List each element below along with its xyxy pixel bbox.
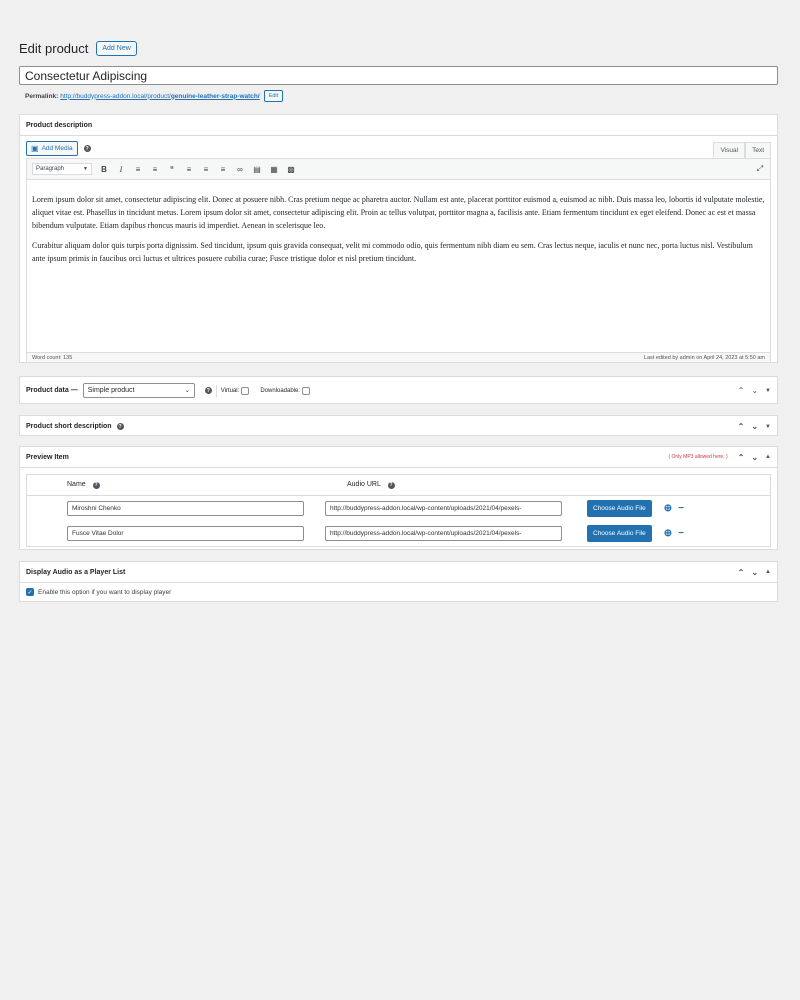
choose-audio-button[interactable]: Choose Audio File <box>587 525 652 542</box>
downloadable-option[interactable]: Downloadable: <box>260 387 310 395</box>
toggle-panel-icon[interactable]: ▼ <box>765 423 771 430</box>
postbox-title: Display Audio as a Player List <box>26 568 126 576</box>
table-row <box>27 496 770 521</box>
product-data-header <box>20 377 777 404</box>
last-edited: Last edited by admin on April 24, 2023 at 5:50 am <box>643 354 765 361</box>
choose-audio-button[interactable]: Choose Audio File <box>587 500 652 517</box>
align-center-icon[interactable]: ≡ <box>203 164 209 174</box>
read-more-icon[interactable]: ▤ <box>253 164 261 174</box>
move-up-icon[interactable]: ⌃ <box>737 422 745 431</box>
postbox-title: Preview Item <box>26 453 69 461</box>
bold-icon[interactable]: B <box>101 164 107 174</box>
numbered-list-icon[interactable]: ≡ <box>152 164 158 174</box>
box-controls <box>738 568 771 577</box>
chevron-down-icon: ▼ <box>83 166 88 172</box>
preview-table <box>26 474 771 547</box>
move-up-icon[interactable]: ⌃ <box>737 452 745 462</box>
help-icon[interactable]: ? <box>118 423 122 430</box>
box-controls <box>738 386 771 395</box>
help-icon[interactable]: ? <box>206 387 210 394</box>
format-select[interactable]: Paragraph ▼ <box>32 163 92 175</box>
postbox-header <box>20 562 777 583</box>
editor-tools <box>20 136 777 158</box>
postbox-header <box>20 115 777 136</box>
bullet-list-icon[interactable]: ≡ <box>135 164 141 174</box>
table-header <box>27 475 770 496</box>
move-down-icon[interactable]: ⌄ <box>751 452 759 462</box>
move-up-icon[interactable]: ⌃ <box>737 567 745 577</box>
player-list-option <box>20 583 777 601</box>
toggle-panel-icon[interactable]: ▲ <box>765 569 771 575</box>
page-title: Edit product <box>19 41 89 56</box>
help-icon[interactable]: ? <box>389 482 393 489</box>
name-input[interactable]: Fusce Vitae Dolor <box>67 526 304 541</box>
tab-visual[interactable]: Visual <box>713 142 745 158</box>
permalink-link[interactable]: http://buddypress-addon.local/product/genuine-leather-strap-watch/ <box>60 92 260 100</box>
add-new-button[interactable]: Add New <box>96 41 136 56</box>
name-column-header: Name ? <box>67 481 98 489</box>
fullscreen-icon[interactable]: ⤢ <box>756 164 764 173</box>
short-description-box <box>19 415 778 436</box>
toolbar-toggle-icon[interactable]: ▦ <box>270 164 278 174</box>
postbox-header <box>20 447 777 468</box>
product-type-select[interactable]: Simple product ⌄ <box>83 383 195 398</box>
help-icon[interactable]: ? <box>94 482 98 489</box>
chevron-down-icon: ⌄ <box>184 388 190 394</box>
product-title-input[interactable] <box>19 66 778 85</box>
permalink-row <box>25 90 283 102</box>
row-controls <box>664 503 684 514</box>
toggle-panel-icon[interactable]: ▼ <box>765 387 771 394</box>
permalink-edit-button[interactable]: Edit <box>264 90 283 102</box>
move-up-icon[interactable]: ⌃ <box>737 386 745 395</box>
audio-url-input[interactable]: http://buddypress-addon.local/wp-content/uploads/2021/04/pexels- <box>325 501 562 516</box>
editor-frame <box>26 158 771 363</box>
enable-player-checkbox[interactable]: ✓ <box>27 589 33 596</box>
downloadable-checkbox[interactable] <box>302 387 310 395</box>
link-icon[interactable]: ∞ <box>237 164 243 174</box>
add-media-button[interactable]: ▣ Add Media <box>26 141 78 156</box>
align-left-icon[interactable]: ≡ <box>186 164 192 174</box>
product-data-label: Product data — <box>26 387 78 394</box>
editor-status-bar <box>27 352 770 362</box>
row-controls <box>664 528 684 539</box>
virtual-option[interactable]: Virtual: <box>221 387 250 395</box>
mp3-note: ( Only MP3 allowed here. ) <box>668 454 728 460</box>
player-list-box <box>19 561 778 602</box>
content-paragraph: Curabitur aliquam dolor quis turpis porta dignissim. Sed tincidunt, ipsum quis gravida consequat, velit mi commodo odio, quis fermentum nibh diam eu sem. Cras lectus neque, iaculis et nunc nec, porta luctus nisl. Vestibulum ante ipsum primis in faucibus orci luctus et ultrices posuere cubilia curae; Fusce tristique dolor et nisl pretium tincidunt. <box>32 241 753 263</box>
name-input[interactable]: Miroshni Chenko <box>67 501 304 516</box>
audio-url-column-header: Audio URL ? <box>347 481 393 489</box>
add-row-icon[interactable]: ⊕ <box>663 503 673 514</box>
italic-icon[interactable]: I <box>119 164 123 174</box>
product-data-box <box>19 376 778 404</box>
blockquote-icon[interactable]: “ <box>170 164 174 174</box>
toggle-panel-icon[interactable]: ▲ <box>765 454 771 460</box>
permalink-label: Permalink: <box>25 92 59 100</box>
divider <box>216 385 217 397</box>
editor-tabs <box>713 142 771 158</box>
content-paragraph: Lorem ipsum dolor sit amet, consectetur adipiscing elit. Donec at posuere nibh. Cras pretium neque ac pharetra auctor. Nullam est ante, placerat porttitor euismod a, euismod ac nibh. Duis massa leo, lobortis id vulputate molestie, aliquet vitae est. Phasellus in tincidunt metus. Lorem ipsum dolor sit amet, consectetur adipiscing elit. Proin ac tellus volutpat, porttitor magna a, facilisis ante. Etiam fermentum tincidunt ex eget eleifend. Donec ac est et massa bibendum vulputate. Etiam dapibus rhoncus mauris id imperdiet. Aenean in scelerisque leo. <box>32 195 765 230</box>
postbox-header <box>20 416 777 437</box>
align-right-icon[interactable]: ≡ <box>220 164 226 174</box>
box-controls <box>738 453 771 462</box>
postbox-title: Product description <box>26 121 93 129</box>
product-description-box <box>19 114 778 363</box>
postbox-title: Product short description <box>26 423 112 430</box>
move-down-icon[interactable]: ⌄ <box>751 422 759 431</box>
page-header <box>19 41 137 56</box>
remove-row-icon[interactable]: − <box>678 528 684 539</box>
table-row <box>27 521 770 546</box>
audio-url-input[interactable]: http://buddypress-addon.local/wp-content/uploads/2021/04/pexels- <box>325 526 562 541</box>
enable-player-label: Enable this option if you want to display player <box>38 588 172 596</box>
preview-item-box <box>19 446 778 550</box>
help-icon[interactable]: ? <box>85 145 89 152</box>
editor-toolbar <box>27 159 770 180</box>
media-icon: ▣ <box>31 144 39 153</box>
virtual-checkbox[interactable] <box>241 387 249 395</box>
editor-content[interactable] <box>27 180 770 352</box>
add-row-icon[interactable]: ⊕ <box>663 528 673 539</box>
move-down-icon[interactable]: ⌄ <box>751 386 759 395</box>
tab-text[interactable]: Text <box>745 142 771 158</box>
remove-row-icon[interactable]: − <box>678 503 684 514</box>
word-count: Word count: 135 <box>32 354 73 361</box>
box-controls <box>738 422 771 431</box>
move-down-icon[interactable]: ⌄ <box>751 567 759 577</box>
distraction-free-icon[interactable]: ▩ <box>287 164 295 174</box>
